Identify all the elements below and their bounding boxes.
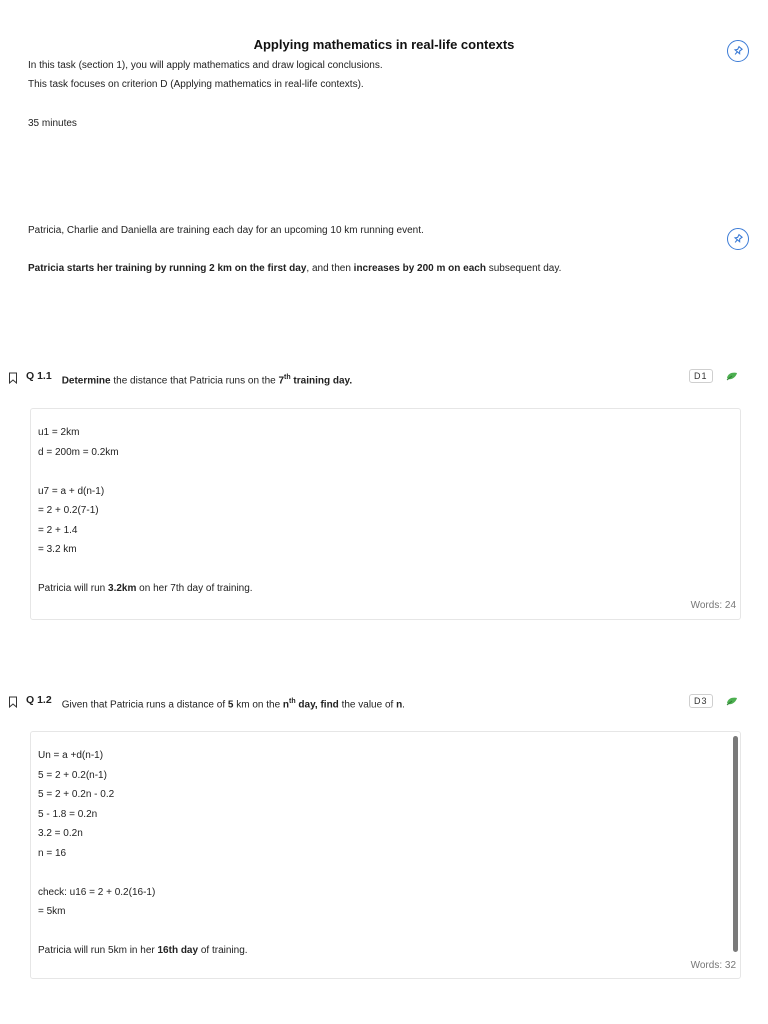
answer-line [38, 560, 253, 580]
question-text-part: Given that Patricia runs a distance of [61, 699, 228, 711]
conclusion-text: Patricia will run 5km in her [38, 945, 158, 956]
criterion-badge: D1 [689, 369, 713, 383]
leaf-icon [726, 371, 738, 381]
scrollbar-thumb[interactable] [733, 736, 738, 952]
answer-line: = 2 + 0.2(7-1) [38, 505, 99, 516]
question-sup: th [289, 697, 296, 705]
question-verb: day, find [295, 699, 339, 711]
pin-icon [732, 45, 744, 57]
answer-line [38, 863, 248, 883]
answer-line: check: u16 = 2 + 0.2(16-1) [38, 886, 156, 898]
answer-line: d = 200m = 0.2km [38, 446, 119, 458]
answer-line: 5 = 2 + 0.2n - 0.2 [38, 789, 115, 800]
answer-conclusion [38, 941, 248, 961]
answer-text [38, 423, 253, 599]
answer-line: 5 - 1.8 = 0.2n [38, 808, 98, 820]
criterion-badge: D3 [689, 694, 713, 708]
question-bold-num: 5 [227, 699, 234, 711]
answer-conclusion [38, 579, 253, 599]
question-bold-tail: training day. [290, 375, 353, 387]
pin-button-2[interactable] [727, 228, 749, 250]
question-bold-var: n [282, 699, 290, 711]
answer-line: u1 = 2km [38, 427, 80, 438]
pin-button[interactable] [727, 40, 749, 62]
word-count: Words: 32 [690, 960, 736, 971]
answer-box-2[interactable] [30, 731, 741, 979]
conclusion-text: Patricia will run [38, 583, 109, 594]
context-bold-2: increases by 200 m on each [353, 263, 486, 274]
conclusion-text: on her 7th day of training. [136, 583, 253, 594]
bookmark-icon[interactable] [8, 372, 18, 384]
conclusion-bold: 16th day [157, 945, 199, 956]
question-sup: th [284, 373, 291, 381]
answer-line: = 3.2 km [38, 544, 77, 555]
answer-line: = 5km [38, 906, 66, 917]
answer-line: 3.2 = 0.2n [38, 828, 83, 839]
word-count: Words: 24 [690, 600, 736, 611]
question-number: Q 1.2 [26, 694, 52, 706]
intro-line-2: This task focuses on criterion D (Applying mathematics in real-life contexts). [28, 79, 364, 90]
answer-line: Un = a +d(n-1) [38, 750, 104, 761]
question-text-part: km on the [233, 699, 283, 711]
context-bold-1: Patricia starts her training by running 2 km on the first day [28, 263, 307, 274]
question-text-part: . [402, 699, 405, 711]
conclusion-bold: 3.2km [108, 583, 137, 594]
question-bold-num: 7 [278, 375, 285, 387]
context-line-2 [28, 263, 561, 274]
question-bold-var: n [396, 699, 403, 711]
leaf-icon [726, 696, 738, 706]
question-text [62, 374, 352, 386]
pin-icon [732, 233, 744, 245]
context-text-1: , and then [306, 263, 354, 274]
duration-text: 35 minutes [28, 118, 77, 129]
question-number: Q 1.1 [26, 370, 52, 382]
answer-line: u7 = a + d(n-1) [38, 485, 105, 497]
question-verb: Determine [61, 375, 111, 387]
context-line-1: Patricia, Charlie and Daniella are training each day for an upcoming 10 km running event. [28, 225, 424, 236]
answer-text [38, 746, 248, 961]
answer-line: 5 = 2 + 0.2(n-1) [38, 769, 107, 781]
question-text [62, 698, 405, 710]
context-text-2: subsequent day. [485, 263, 562, 274]
answer-line: n = 16 [38, 847, 67, 859]
question-text-part: the distance that Patricia runs on the [110, 375, 279, 387]
page-title: Applying mathematics in real-life contexts [253, 37, 515, 52]
bookmark-icon[interactable] [8, 696, 18, 708]
intro-line-1: In this task (section 1), you will apply mathematics and draw logical conclusions. [28, 60, 383, 71]
question-text-part: the value of [338, 699, 397, 711]
answer-line [38, 462, 253, 482]
answer-line: = 2 + 1.4 [38, 524, 78, 536]
answer-line [38, 922, 248, 942]
question-1-header [8, 368, 352, 388]
question-2-header [8, 692, 405, 712]
answer-box-1[interactable] [30, 408, 741, 620]
conclusion-text: of training. [198, 945, 248, 956]
